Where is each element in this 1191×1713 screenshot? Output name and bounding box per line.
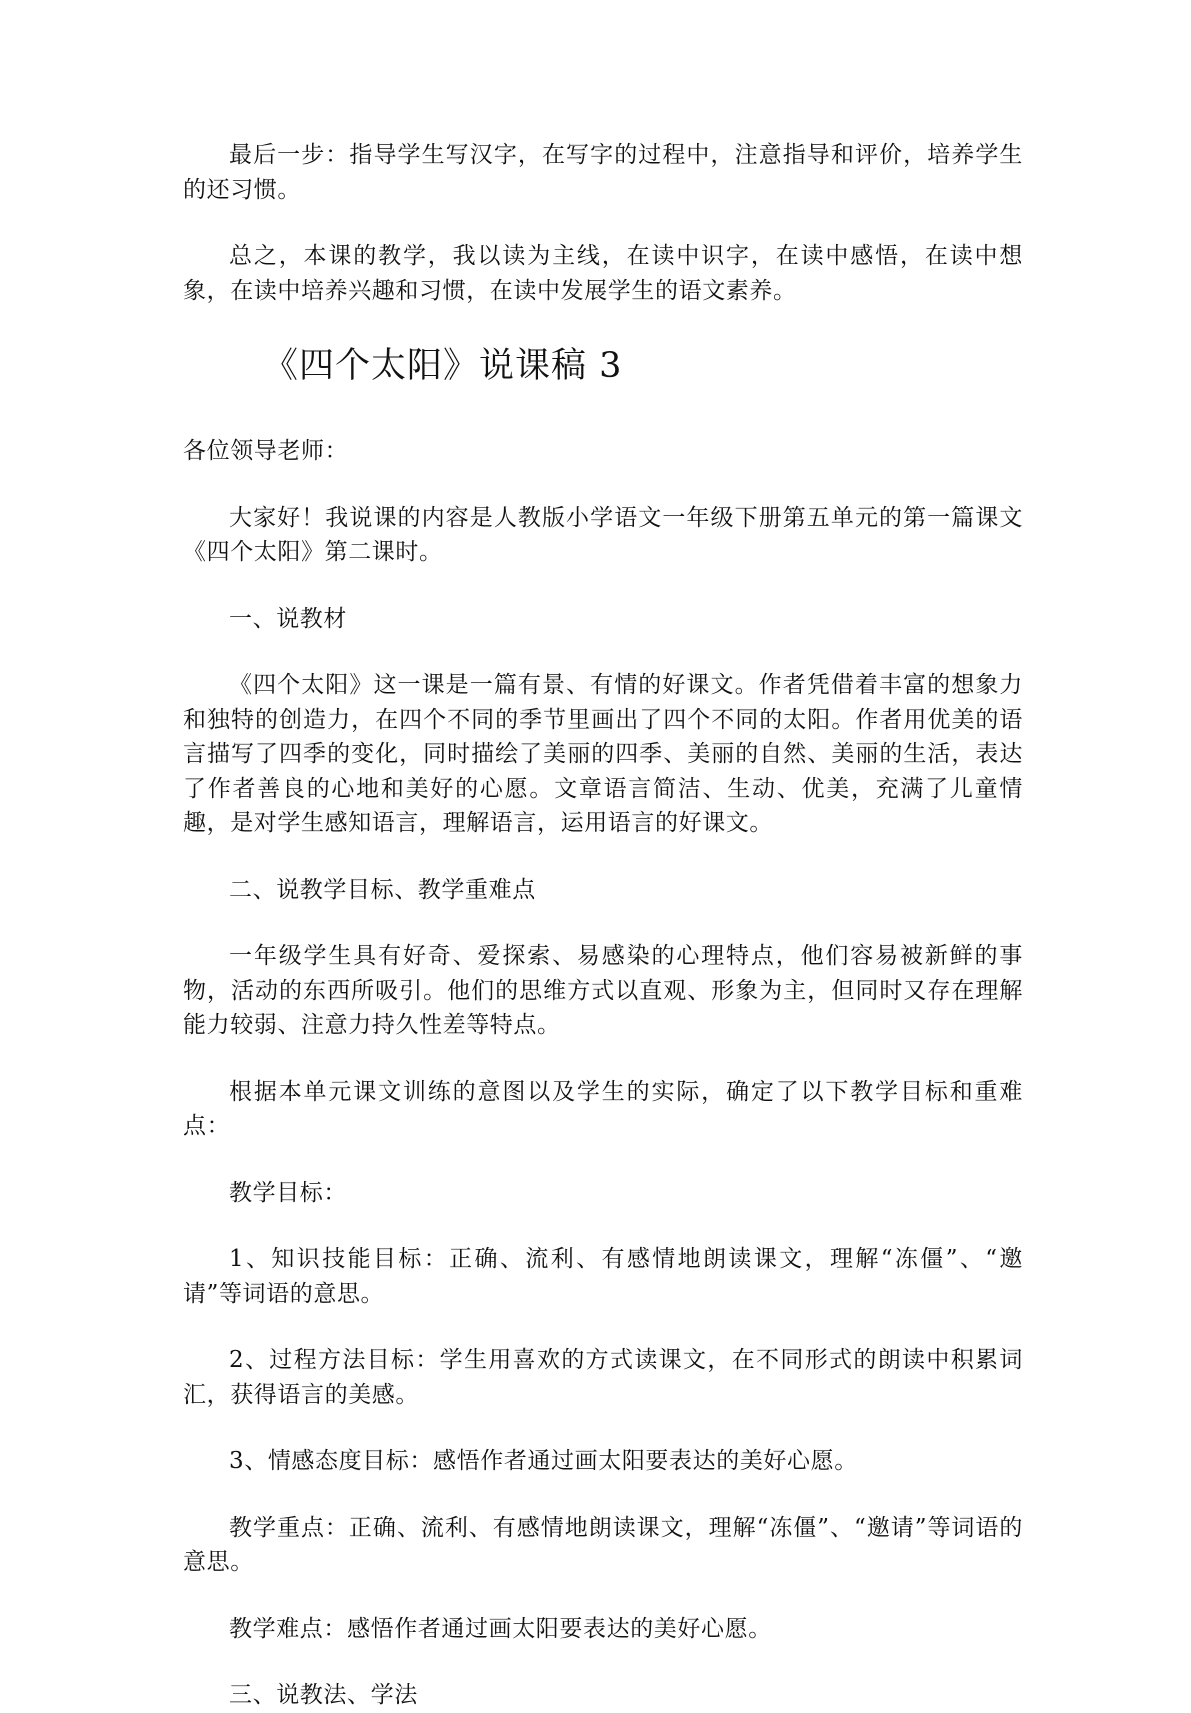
- paragraph-objectives-basis: 根据本单元课文训练的意图以及学生的实际，确定了以下教学目标和重难点：: [183, 1078, 1023, 1139]
- section-heading-teaching-material: 一、说教材: [229, 605, 347, 632]
- paragraph-final-step: 最后一步：指导学生写汉字，在写字的过程中，注意指导和评价，培养学生的还习惯。: [183, 142, 1023, 203]
- goal-process-methods: 2、过程方法目标：学生用喜欢的方式读课文，在不同形式的朗读中积累词汇，获得语言的美感。: [183, 1347, 1023, 1408]
- paragraph-intro: 大家好！我说课的内容是人教版小学语文一年级下册第五单元的第一篇课文《四个太阳》第二课时。: [183, 504, 1023, 565]
- greeting: 各位领导老师：: [183, 438, 349, 464]
- paragraph-teaching-material: 《四个太阳》这一课是一篇有景、有情的好课文。作者凭借着丰富的想象力和独特的创造力，在四个不同的季节里画出了四个不同的太阳。作者用优美的语言描写了四季的变化，同时描绘了美丽的四季、美丽的自然、美丽的生活，表达了作者善良的心地和美好的心愿。文章语言简洁、生动、优美，充满了儿童情趣，是对学生感知语言，理解语言，运用语言的好课文。: [183, 672, 1023, 836]
- goal-knowledge-skills: 1、知识技能目标：正确、流利、有感情地朗读课文，理解“冻僵”、“邀请”等词语的意思。: [183, 1246, 1023, 1307]
- section-heading-methods: 三、说教法、学法: [229, 1682, 418, 1708]
- goal-emotion-attitude: 3、情感态度目标：感悟作者通过画太阳要表达的美好心愿。: [229, 1448, 858, 1474]
- paragraph-student-traits: 一年级学生具有好奇、爱探索、易感染的心理特点，他们容易被新鲜的事物，活动的东西所吸引。他们的思维方式以直观、形象为主，但同时又存在理解能力较弱、注意力持久性差等特点。: [183, 943, 1023, 1038]
- document-title: 《四个太阳》说课稿 3: [263, 346, 623, 386]
- document-body: [183, 138, 1023, 1713]
- paragraph-summary: 总之，本课的教学，我以读为主线，在读中识字，在读中感悟，在读中想象，在读中培养兴趣和习惯，在读中发展学生的语文素养。: [183, 243, 1023, 304]
- teaching-difficult-point: 教学难点：感悟作者通过画太阳要表达的美好心愿。: [229, 1615, 772, 1642]
- section-heading-objectives: 二、说教学目标、教学重难点: [229, 876, 536, 903]
- teaching-key-point: 教学重点：正确、流利、有感情地朗读课文，理解“冻僵”、“邀请”等词语的意思。: [183, 1514, 1023, 1575]
- label-teaching-goals: 教学目标：: [229, 1179, 347, 1206]
